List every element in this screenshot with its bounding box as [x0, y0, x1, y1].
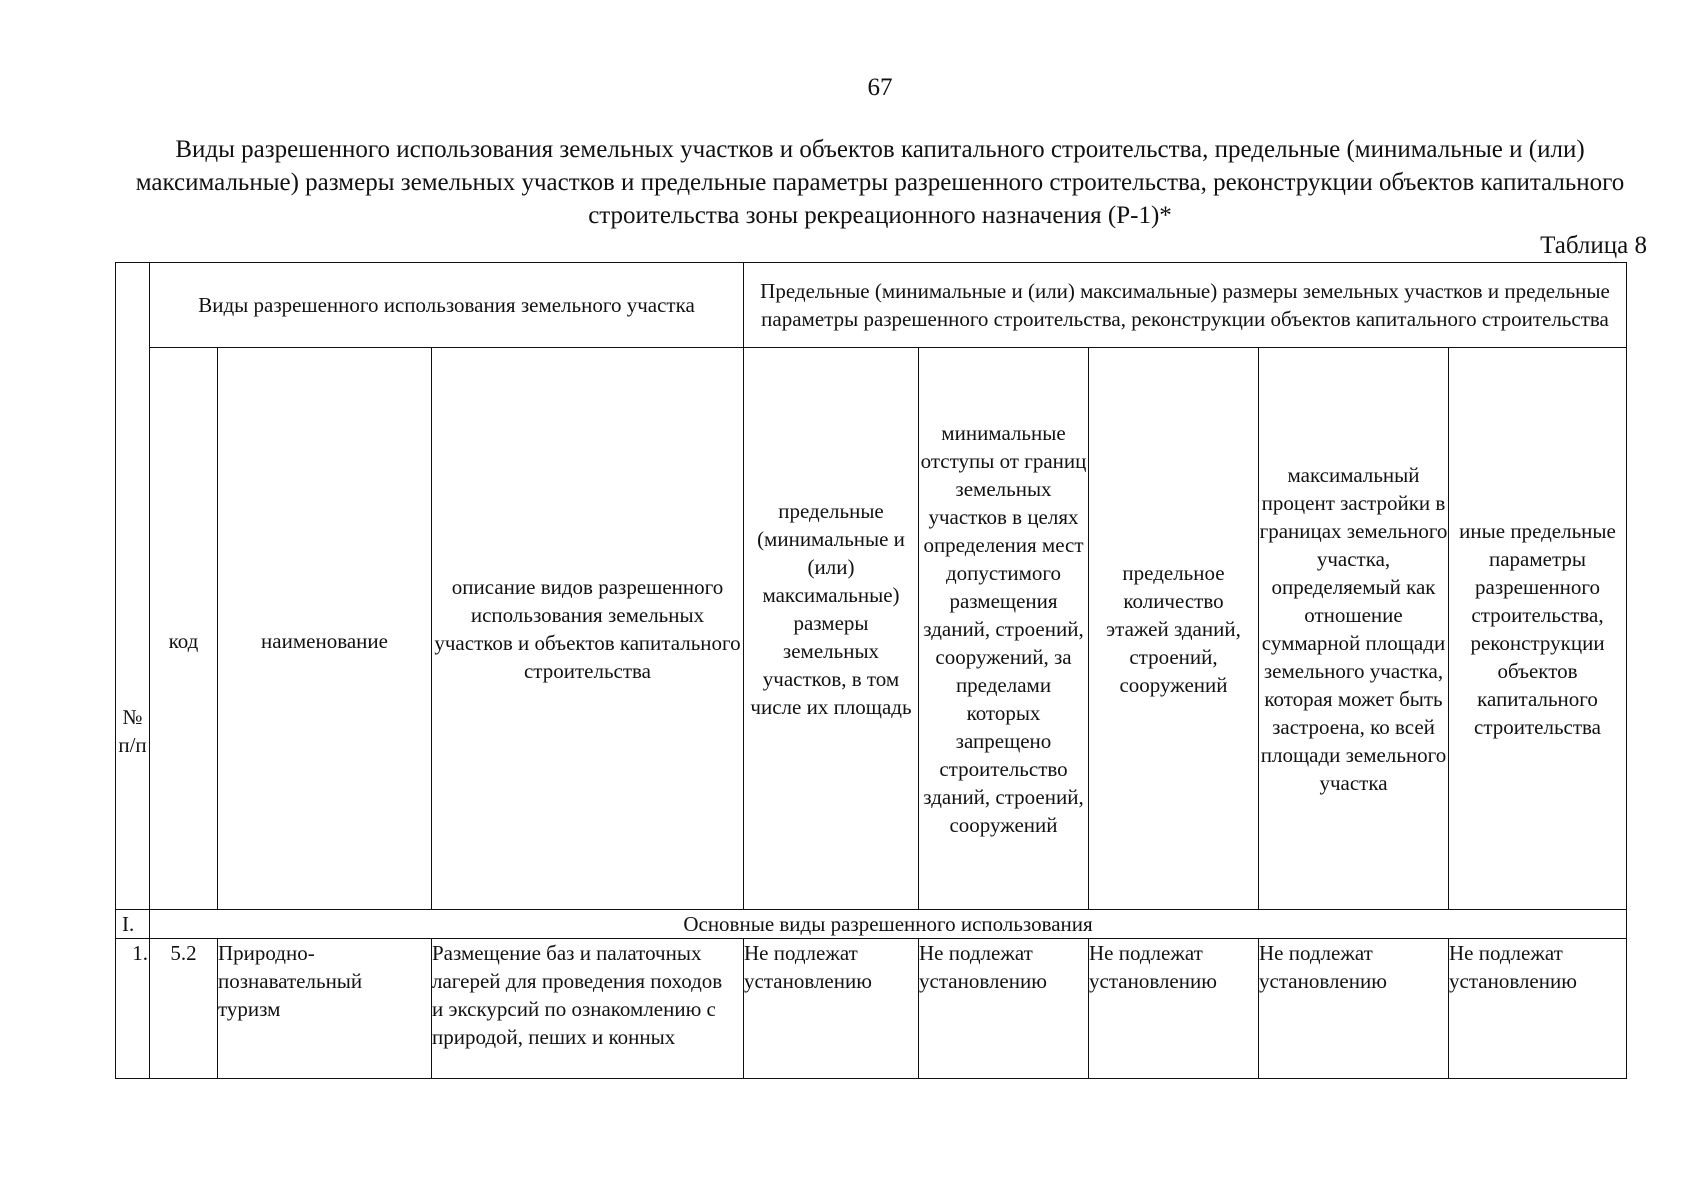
header-setbacks: минимальные отступы от границ земельных участков в целях определения мест допустимого размещения зданий, строений, сооружений, за пределами которых запрещено строительство зданий, строений, сооружений	[919, 348, 1089, 910]
row-number: 1.	[116, 939, 150, 1079]
page-number: 67	[867, 74, 893, 101]
document-title: Виды разрешенного использования земельных участков и объектов капитального строительства, предельные (минимальные и (или) максимальные) размеры земельных участков и предельные параметры разрешенного строительства, реконструкции объектов капитального строительства зоны рекреационного назначения (Р-1)*	[135, 136, 1625, 229]
row-floors: Не подлежат установлению	[1089, 939, 1259, 1079]
header-name	[218, 348, 432, 910]
row-setbacks: Не подлежат установлению	[919, 939, 1089, 1079]
row-plot-sizes: Не подлежат установлению	[744, 939, 919, 1079]
header-coverage: максимальный процент застройки в границах земельного участка, определяемый как отношение суммарной площади земельного участка, которая может быть застроена, ко всей площади земельного участка	[1259, 348, 1449, 910]
section-label: Основные виды разрешенного использования	[150, 910, 1627, 939]
row-coverage: Не подлежат установлению	[1259, 939, 1449, 1079]
table-row	[116, 939, 1627, 1079]
header-number-cell	[116, 263, 150, 910]
header-row-groups	[116, 263, 1627, 348]
row-other: Не подлежат установлению	[1449, 939, 1627, 1079]
table-caption: Таблица 8	[1540, 232, 1647, 259]
header-group-types: Виды разрешенного использования земельного участка	[150, 263, 744, 348]
header-description: описание видов разрешенного использования земельных участков и объектов капитального строительства	[432, 348, 744, 910]
header-floors: предельное количество этажей зданий, строений, сооружений	[1089, 348, 1259, 910]
header-name-label: наименование	[261, 628, 388, 653]
header-code	[150, 348, 218, 910]
row-name: Природно-познавательный туризм	[218, 939, 432, 1079]
header-group-limits: Предельные (минимальные и (или) максимальные) размеры земельных участков и предельные параметры разрешенного строительства, реконструкции объектов капитального строительства	[744, 263, 1627, 348]
header-code-label: код	[168, 628, 199, 653]
header-other: иные предельные параметры разрешенного строительства, реконструкции объектов капитального строительства	[1449, 348, 1627, 910]
header-row-columns	[116, 348, 1627, 910]
row-code: 5.2	[150, 939, 218, 1079]
header-number: № п/п	[118, 705, 147, 757]
land-use-table	[115, 262, 1627, 1079]
section-number: I.	[116, 910, 150, 939]
row-description: Размещение баз и палаточных лагерей для проведения походов и экскурсий по ознакомлению с природой, пеших и конных	[432, 939, 744, 1079]
section-row	[116, 910, 1627, 939]
header-plot-sizes: предельные (минимальные и (или) максимальные) размеры земельных участков, в том числе их площадь	[744, 348, 919, 910]
